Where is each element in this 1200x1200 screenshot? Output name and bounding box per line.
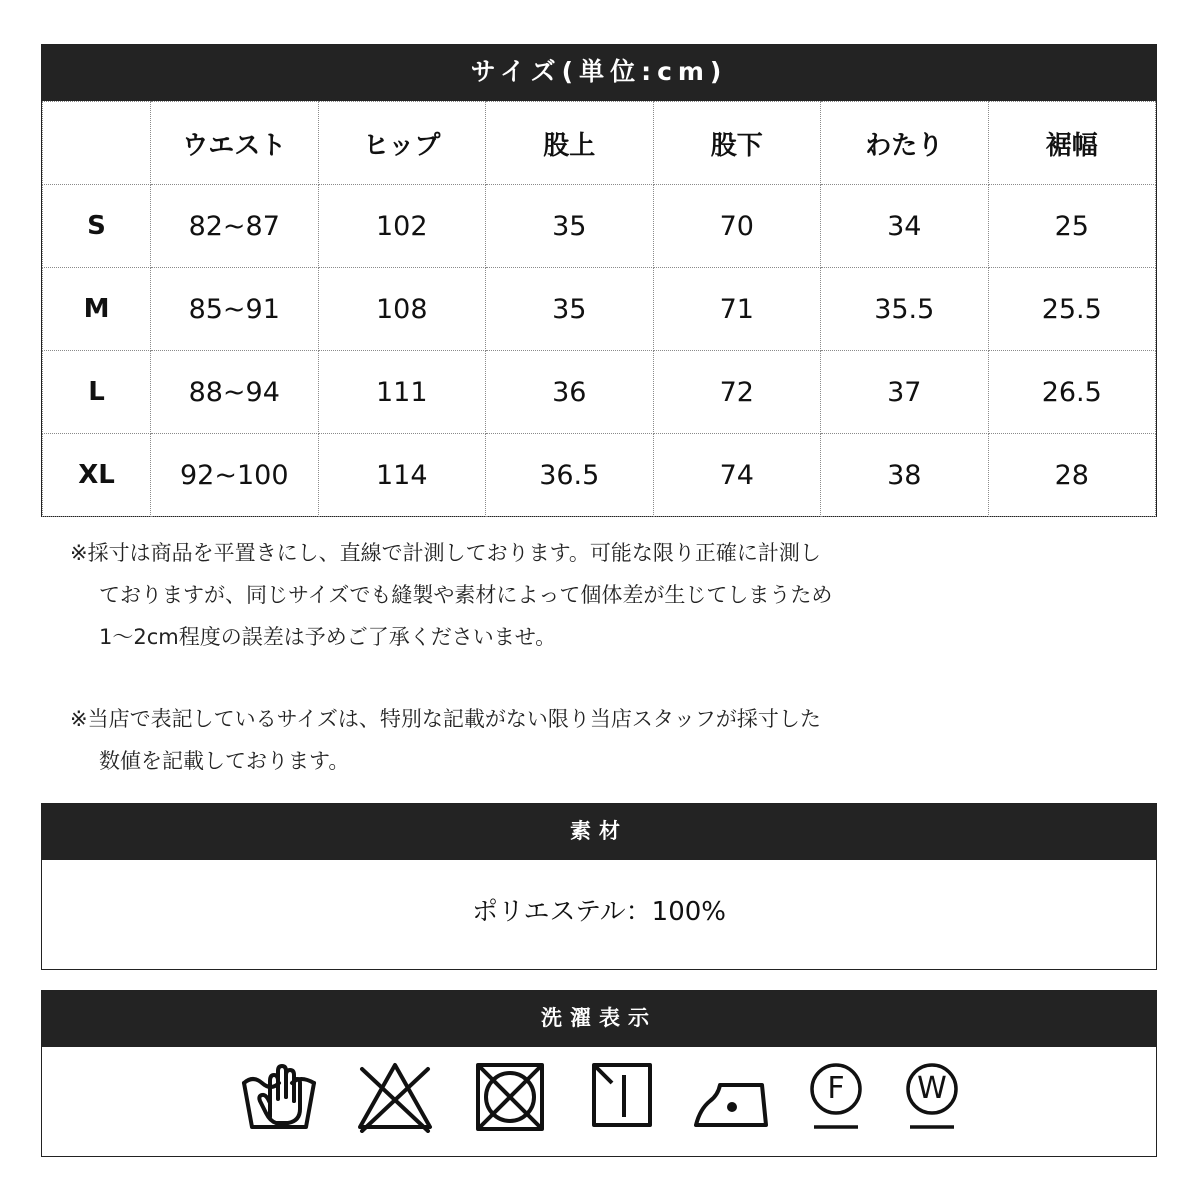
- table-header-cell: ヒップ: [318, 102, 486, 185]
- washing-section: [41, 990, 1157, 1157]
- table-header-cell: [43, 102, 151, 185]
- size-table: [42, 101, 1156, 517]
- table-cell: 26.5: [988, 351, 1156, 434]
- wet-clean-letter: W: [917, 1071, 947, 1106]
- table-row: [43, 351, 1156, 434]
- measurement-note: [70, 532, 832, 658]
- table-cell: 34: [821, 185, 989, 268]
- table-row: [43, 268, 1156, 351]
- table-row: [43, 185, 1156, 268]
- table-cell: 37: [821, 351, 989, 434]
- material-section: [41, 803, 1157, 970]
- table-cell: 35.5: [821, 268, 989, 351]
- hand-wash-icon: [240, 1061, 318, 1133]
- table-cell: 102: [318, 185, 486, 268]
- table-header-cell: 裾幅: [988, 102, 1156, 185]
- no-tumble-dry-icon: [474, 1061, 546, 1133]
- table-cell: 35: [486, 268, 654, 351]
- table-cell: 74: [653, 434, 821, 517]
- table-cell: 28: [988, 434, 1156, 517]
- note-line: ※当店で表記しているサイズは、特別な記載がない限り当店スタッフが採寸した: [70, 707, 821, 731]
- table-header-cell: ウエスト: [151, 102, 319, 185]
- size-label: L: [43, 351, 151, 434]
- dry-clean-letter: F: [827, 1071, 845, 1106]
- size-table-section: [41, 44, 1157, 517]
- size-label: S: [43, 185, 151, 268]
- table-header-cell: 股下: [653, 102, 821, 185]
- no-bleach-icon: [356, 1061, 434, 1133]
- iron-low-icon: [692, 1061, 770, 1133]
- table-cell: 92~100: [151, 434, 319, 517]
- table-cell: 35: [486, 185, 654, 268]
- wet-clean-w-icon: [904, 1061, 960, 1133]
- size-label: M: [43, 268, 151, 351]
- table-header-cell: わたり: [821, 102, 989, 185]
- table-cell: 108: [318, 268, 486, 351]
- table-cell: 88~94: [151, 351, 319, 434]
- washing-icons: [42, 1047, 1156, 1156]
- store-size-note: [70, 698, 821, 782]
- table-cell: 25.5: [988, 268, 1156, 351]
- dry-clean-f-icon: [808, 1061, 864, 1133]
- table-cell: 38: [821, 434, 989, 517]
- table-cell: 71: [653, 268, 821, 351]
- table-cell: 70: [653, 185, 821, 268]
- material-title: 素材: [42, 804, 1156, 860]
- table-cell: 111: [318, 351, 486, 434]
- table-header-cell: 股上: [486, 102, 654, 185]
- note-line: ておりますが、同じサイズでも縫製や素材によって個体差が生じてしまうため: [99, 583, 833, 607]
- washing-title: 洗濯表示: [42, 991, 1156, 1047]
- size-table-title: サイズ(単位:cm): [42, 45, 1156, 101]
- table-cell: 114: [318, 434, 486, 517]
- line-dry-shade-icon: [590, 1061, 654, 1133]
- table-cell: 36: [486, 351, 654, 434]
- table-cell: 82~87: [151, 185, 319, 268]
- table-row: [43, 434, 1156, 517]
- note-line: 数値を記載しております。: [99, 749, 350, 773]
- note-line: 1～2cm程度の誤差は予めご了承くださいませ。: [99, 625, 557, 649]
- table-cell: 36.5: [486, 434, 654, 517]
- table-cell: 72: [653, 351, 821, 434]
- material-text: ポリエステル：100%: [472, 897, 726, 927]
- table-cell: 85~91: [151, 268, 319, 351]
- size-label: XL: [43, 434, 151, 517]
- table-cell: 25: [988, 185, 1156, 268]
- note-line: ※採寸は商品を平置きにし、直線で計測しております。可能な限り正確に計測し: [70, 541, 821, 565]
- table-header-row: [43, 102, 1156, 185]
